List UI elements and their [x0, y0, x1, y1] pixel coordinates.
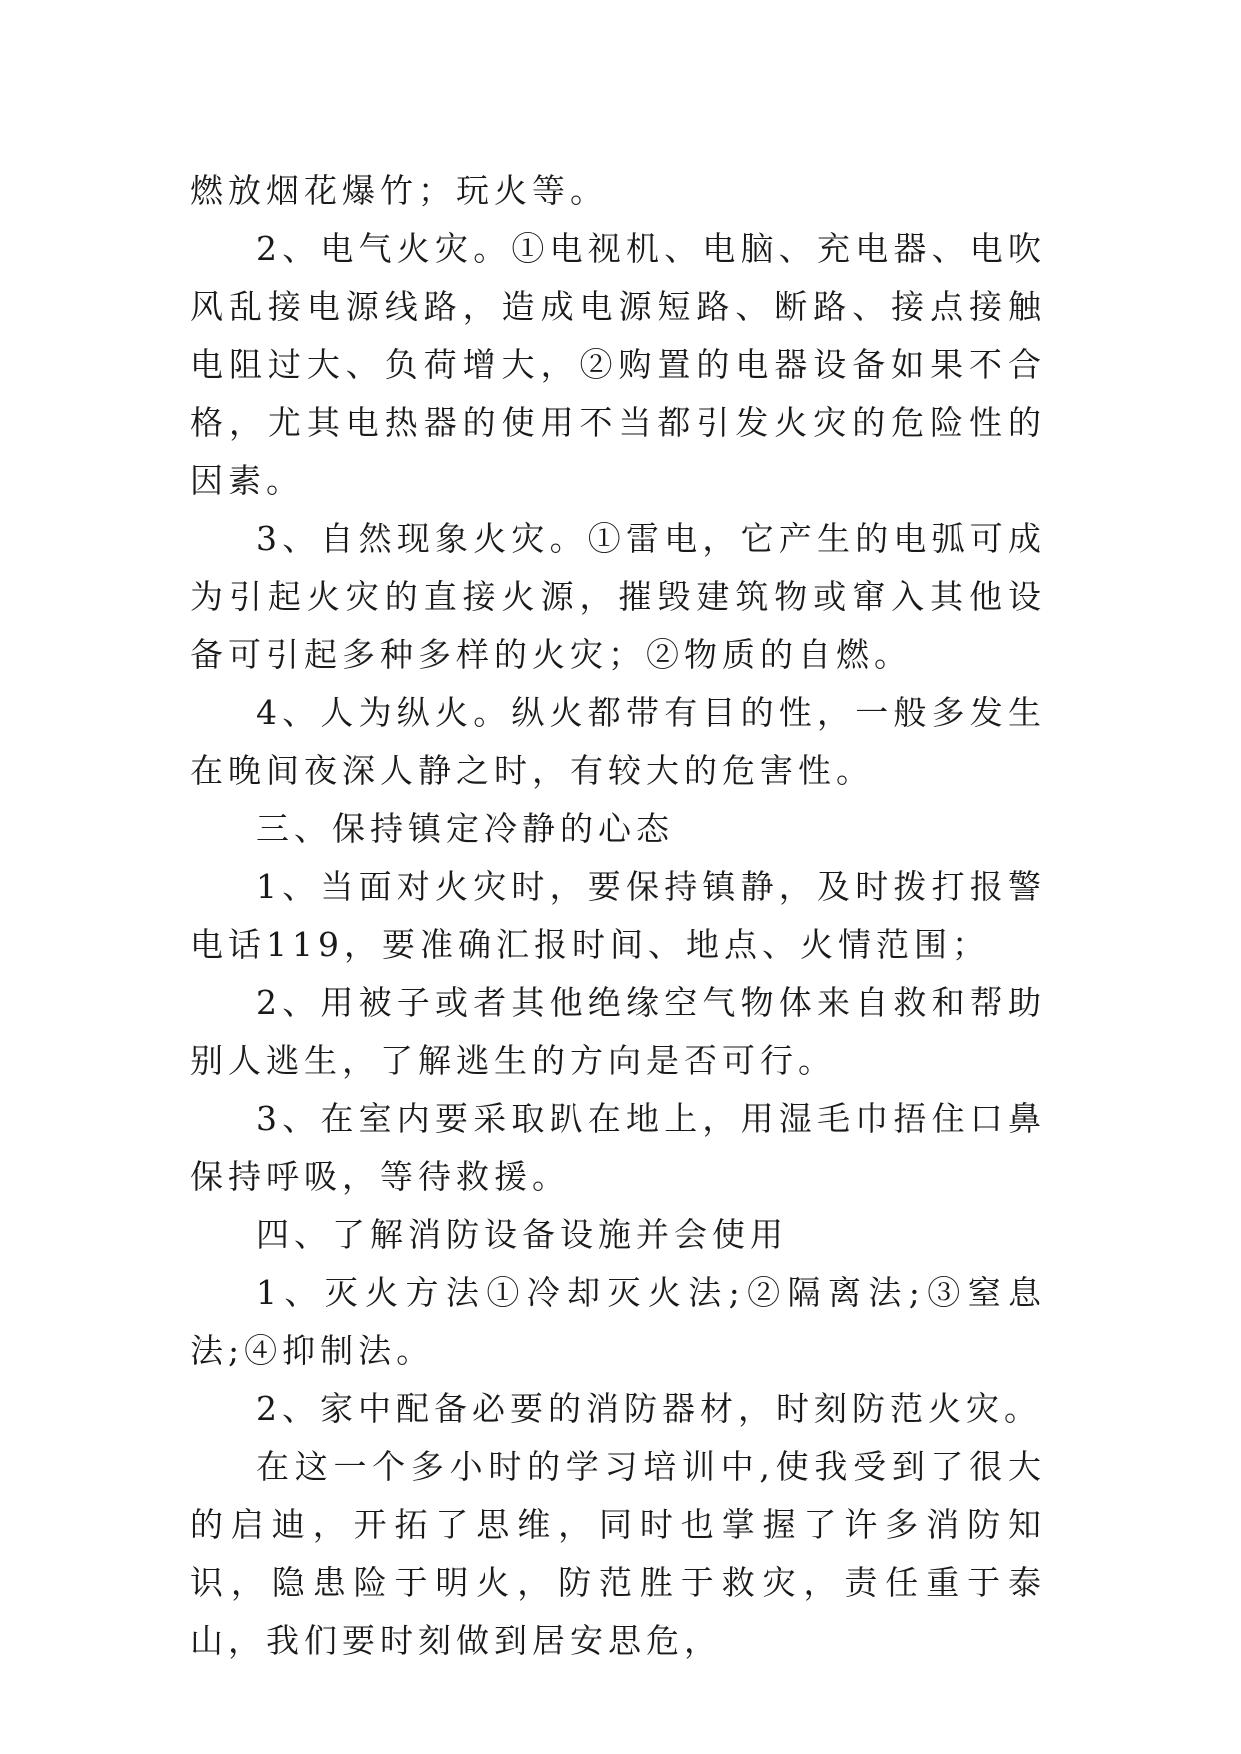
- paragraph-3: 3、自然现象火灾。①雷电，它产生的电弧可成为引起火灾的直接火源，摧毁建筑物或窜入其他设备可引起多种多样的火灾；②物质的自燃。: [190, 519, 1046, 674]
- section-heading-4: 四、了解消防设备设施并会使用: [256, 1215, 788, 1254]
- paragraph-1: 燃放烟花爆竹；玩火等。: [190, 171, 608, 210]
- paragraph-6: 1、当面对火灾时，要保持镇静，及时拨打报警电话119，要准确汇报时间、地点、火情范围；: [190, 867, 1046, 964]
- document-body: [190, 162, 1046, 1670]
- paragraph-2: 2、电气火灾。①电视机、电脑、充电器、电吹风乱接电源线路，造成电源短路、断路、接点接触电阻过大、负荷增大，②购置的电器设备如果不合格，尤其电热器的使用不当都引发火灾的危险性的因素。: [190, 229, 1046, 500]
- paragraph-7: 2、用被子或者其他绝缘空气物体来自救和帮助别人逃生，了解逃生的方向是否可行。: [190, 983, 1046, 1080]
- paragraph-10: 1、灭火方法①冷却灭火法;②隔离法;③窒息法;④抑制法。: [190, 1273, 1046, 1370]
- paragraph-4: 4、人为纵火。纵火都带有目的性，一般多发生在晚间夜深人静之时，有较大的危害性。: [190, 693, 1046, 790]
- paragraph-11: 2、家中配备必要的消防器材，时刻防范火灾。: [256, 1389, 1042, 1428]
- paragraph-12: 在这一个多小时的学习培训中,使我受到了很大的启迪，开拓了思维，同时也掌握了许多消防知识，隐患险于明火，防范胜于救灾，责任重于泰山，我们要时刻做到居安思危，: [190, 1447, 1046, 1660]
- paragraph-8: 3、在室内要采取趴在地上，用湿毛巾捂住口鼻保持呼吸，等待救援。: [190, 1099, 1046, 1196]
- section-heading-3: 三、保持镇定冷静的心态: [256, 809, 674, 848]
